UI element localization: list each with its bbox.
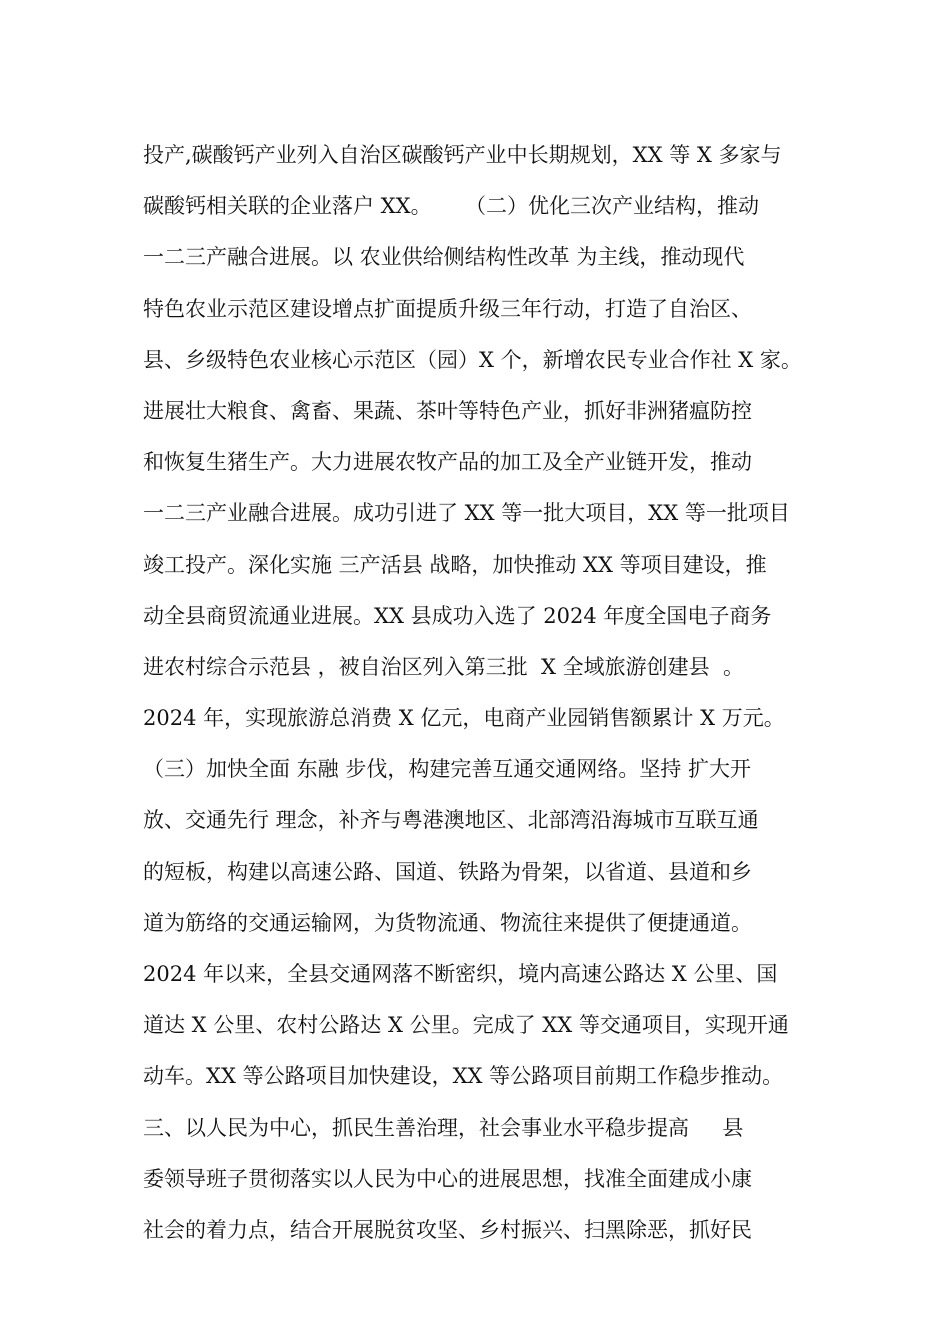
text-line: 社会的着力点，结合开展脱贫攻坚、乡村振兴、扫黑除恶，抓好民 <box>143 1217 752 1242</box>
body-text <box>143 130 823 1256</box>
text-line: 特色农业示范区建设增点扩面提质升级三年行动，打造了自治区、 <box>143 296 752 321</box>
text-line: 2024 年以来，全县交通网落不断密织，境内高速公路达 X 公里、国 <box>143 962 778 986</box>
text-line: 委领导班子贯彻落实以人民为中心的进展思想，找准全面建成小康 <box>143 1166 752 1191</box>
text-line: 进农村综合示范县 ，被自治区列入第三批 X 全域旅游创建县 。 <box>143 654 744 679</box>
text-line: 动车。XX 等公路项目加快建设，XX 等公路项目前期工作稳步推动。 <box>143 1064 784 1089</box>
text-line: 进展壮大粮食、禽畜、果蔬、茶叶等特色产业，抓好非洲猪瘟防控 <box>143 398 752 423</box>
text-line: 和恢复生猪生产。大力进展农牧产品的加工及全产业链开发，推动 <box>143 450 752 475</box>
text-line: 道达 X 公里、农村公路达 X 公里。完成了 XX 等交通项目，实现开通 <box>143 1013 789 1038</box>
text-line: 一二三产融合进展。以 农业供给侧结构性改革 为主线，推动现代 <box>143 245 745 270</box>
text-line: 放、交通先行 理念，补齐与粤港澳地区、北部湾沿海城市互联互通 <box>143 808 759 833</box>
text-line: 2024 年，实现旅游总消费 X 亿元，电商产业园销售额累计 X 万元。 <box>143 706 785 731</box>
text-line: 投产,碳酸钙产业列入自治区碳酸钙产业中长期规划，XX 等 X 多家与 <box>143 143 782 167</box>
text-line: 县、乡级特色农业核心示范区（园）X 个，新增农民专业合作社 X 家。 <box>143 347 802 372</box>
text-line: 道为筋络的交通运输网，为货物流通、物流往来提供了便捷通道。 <box>143 910 752 935</box>
text-line: 竣工投产。深化实施 三产活县 战略，加快推动 XX 等项目建设，推 <box>143 552 767 577</box>
text-line: 碳酸钙相关联的企业落户 XX。 （二）优化三次产业结构，推动 <box>143 194 759 219</box>
text-line: （三）加快全面 东融 步伐，构建完善互通交通网络。坚持 扩大开 <box>143 757 752 782</box>
text-line: 一二三产业融合进展。成功引进了 XX 等一批大项目，XX 等一批项目 <box>143 501 790 526</box>
text-line: 三、以人民为中心，抓民生善治理，社会事业水平稳步提高 县 <box>143 1115 744 1140</box>
text-line: 动全县商贸流通业进展。XX 县成功入选了 2024 年度全国电子商务 <box>143 603 772 628</box>
text-line: 的短板，构建以高速公路、国道、铁路为骨架，以省道、县道和乡 <box>143 859 752 884</box>
